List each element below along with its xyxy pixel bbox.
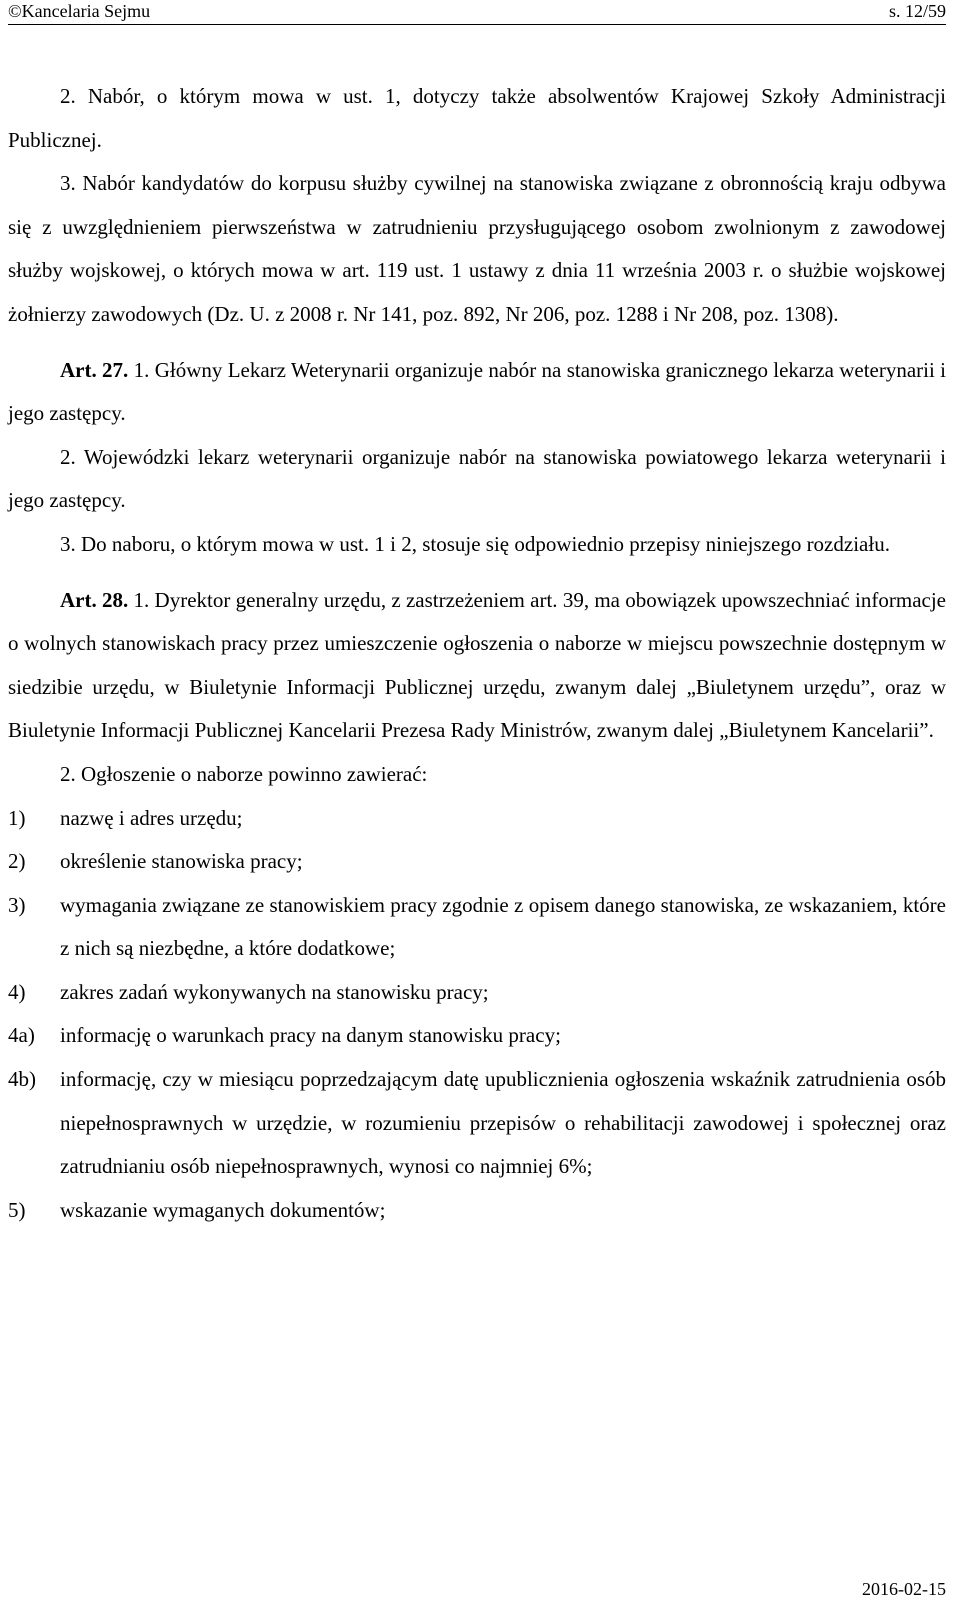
article-27-para-3: 3. Do naboru, o którym mowa w ust. 1 i 2, stosuje się odpowiednio przepisy niniejszego rozdziału. xyxy=(60,531,890,556)
list-item-number: 4) xyxy=(8,979,26,1004)
list-item xyxy=(8,971,946,1015)
document-date: 2016-02-15 xyxy=(862,1579,946,1599)
list-item-text: wymagania związane ze stanowiskiem pracy zgodnie z opisem danego stanowiska, ze wskazaniem, które z nich są niezbędne, a które dodatkowe; xyxy=(60,892,946,961)
paragraph-3: 3. Nabór kandydatów do korpusu służby cywilnej na stanowiska związane z obronnością kraju odbywa się z uwzględnieniem pierwszeństwa w zatrudnieniu przysługującego osobom zwolnionym z zawodowej służby wojskowej, o których mowa w art. 119 ust. 1 ustawy z dnia 11 września 2003 r. o służbie wojskowej żołnierzy zawodowych (Dz. U. z 2008 r. Nr 141, poz. 892, Nr 206, poz. 1288 i Nr 208, poz. 1308). xyxy=(8,171,946,326)
list-item xyxy=(8,884,946,971)
article-28-para-1 xyxy=(8,579,946,753)
article-28-label: Art. 28. xyxy=(60,587,129,612)
article-27-para-1-text: 1. Główny Lekarz Weterynarii organizuje nabór na stanowiska granicznego lekarza weterynarii i jego zastępcy. xyxy=(8,357,946,426)
article-28-para-2: 2. Ogłoszenie o naborze powinno zawierać: xyxy=(60,761,428,786)
document-body xyxy=(8,75,946,1232)
article-27-label: Art. 27. xyxy=(60,357,129,382)
list-item xyxy=(8,1014,946,1058)
list-item-number: 5) xyxy=(8,1197,26,1222)
list-item-number: 2) xyxy=(8,849,26,874)
page-header xyxy=(8,0,946,22)
list-item xyxy=(8,1189,946,1233)
article-27-para-1 xyxy=(8,349,946,436)
header-divider xyxy=(8,24,946,25)
announcement-requirements-list xyxy=(8,797,946,1233)
header-source: ©Kancelaria Sejmu xyxy=(8,1,151,21)
article-27-para-2: 2. Wojewódzki lekarz weterynarii organizuje nabór na stanowiska powiatowego lekarza weterynarii i jego zastępcy. xyxy=(8,444,946,513)
list-item-number: 4a) xyxy=(8,1023,35,1048)
list-item xyxy=(8,1058,946,1189)
list-item-text: wskazanie wymaganych dokumentów; xyxy=(60,1197,386,1222)
list-item-text: zakres zadań wykonywanych na stanowisku pracy; xyxy=(60,979,489,1004)
paragraph-2: 2. Nabór, o którym mowa w ust. 1, dotyczy także absolwentów Krajowej Szkoły Administracji Publicznej. xyxy=(8,84,946,152)
list-item-text: informację, czy w miesiącu poprzedzającym datę upublicznienia ogłoszenia wskaźnik zatrudnienia osób niepełnosprawnych w urzędzie, w rozumieniu przepisów o rehabilitacji zawodowej i społecznej oraz zatrudnianiu osób niepełnosprawnych, wynosi co najmniej 6%; xyxy=(60,1067,946,1179)
list-item-text: nazwę i adres urzędu; xyxy=(60,805,243,830)
list-item xyxy=(8,840,946,884)
list-item-number: 1) xyxy=(8,805,26,830)
article-28-para-1-text: 1. Dyrektor generalny urzędu, z zastrzeżeniem art. 39, ma obowiązek upowszechniać informacje o wolnych stanowiskach pracy przez umieszczenie ogłoszenia o naborze w miejscu powszechnie dostępnym w siedzibie urzędu, w Biuletynie Informacji Publicznej urzędu, zwanym dalej „Biuletynem urzędu”, oraz w Biuletynie Informacji Publicznej Kancelarii Prezesa Rady Ministrów, zwanym dalej „Biuletynem Kancelarii”. xyxy=(8,587,947,743)
list-item-number: 3) xyxy=(8,892,26,917)
page-number: s. 12/59 xyxy=(888,1,946,21)
list-item-number: 4b) xyxy=(8,1067,36,1092)
list-item-text: określenie stanowiska pracy; xyxy=(60,849,303,874)
list-item xyxy=(8,797,946,841)
list-item-text: informację o warunkach pracy na danym stanowisku pracy; xyxy=(60,1023,561,1048)
